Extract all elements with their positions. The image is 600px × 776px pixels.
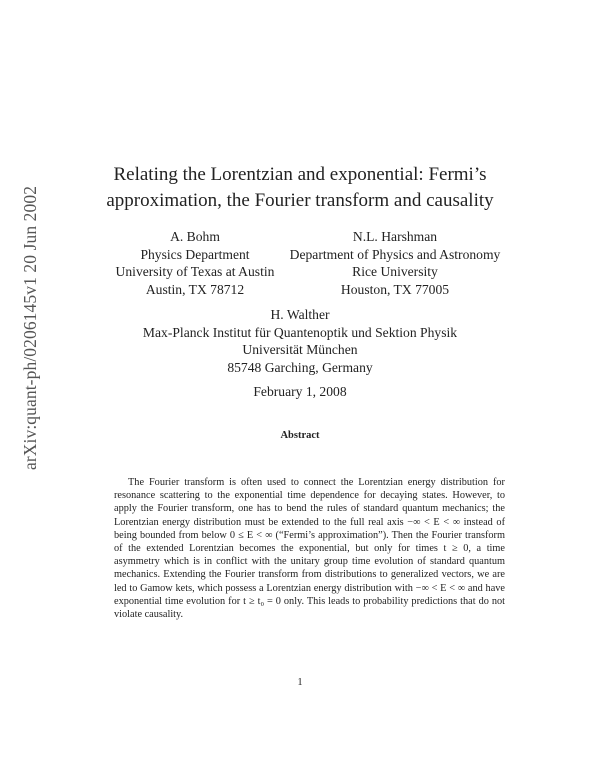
paper-date: February 1, 2008	[253, 384, 347, 399]
author-harshman	[270, 228, 520, 298]
author-name: H. Walther	[270, 307, 330, 322]
author-institution: Universität München	[242, 342, 358, 357]
author-address: Austin, TX 78712	[145, 281, 245, 297]
author-name: A. Bohm	[170, 229, 220, 244]
author-department: Department of Physics and Astronomy	[289, 246, 501, 262]
author-address: Houston, TX 77005	[340, 281, 450, 297]
author-institution: Rice University	[352, 264, 438, 279]
author-institution: University of Texas at Austin	[115, 264, 275, 279]
title-line-2: approximation, the Fourier transform and causality	[106, 190, 494, 211]
paper-title	[70, 162, 530, 214]
abstract-heading: Abstract	[280, 430, 320, 441]
arxiv-identifier-stamp: arXiv:quant-ph/0206145v1 20 Jun 2002	[20, 185, 40, 470]
author-department: Max-Planck Institut für Quantenoptik und Sektion Physik	[142, 324, 458, 340]
author-name: N.L. Harshman	[352, 229, 438, 244]
page-number: 1	[297, 677, 303, 688]
author-walther	[100, 306, 500, 376]
author-address: 85748 Garching, Germany	[227, 359, 373, 375]
abstract-text: The Fourier transform is often used to connect the Lorentzian energy distribution for resonance scattering to the exponential time dependence for decaying states. However, to apply the Fourier transform, one has to bend the rules of standard quantum mechanics; the Lorentzian energy distribution must be extended to the full real axis −∞ < E < ∞ instead of being bounded from below 0 ≤ E < ∞ (“Fermi’s approximation”). Then the Fourier transform of the extended Lorentzian becomes the exponential, but only for times t ≥ 0, a time asymmetry which is in conflict with the unitary group time evolution of standard quantum mechanics. Extending the Fourier transform from distributions to generalized vectors, we are led to Gamow kets, which possess a Lorentzian energy distribution with −∞ < E < ∞ and have exponential time evolution for t ≥ t₀ = 0 only. This leads to probability predictions that do not violate causality.	[114, 477, 505, 621]
title-line-1: Relating the Lorentzian and exponential: Fermi’s	[113, 164, 487, 185]
author-department: Physics Department	[140, 246, 250, 262]
